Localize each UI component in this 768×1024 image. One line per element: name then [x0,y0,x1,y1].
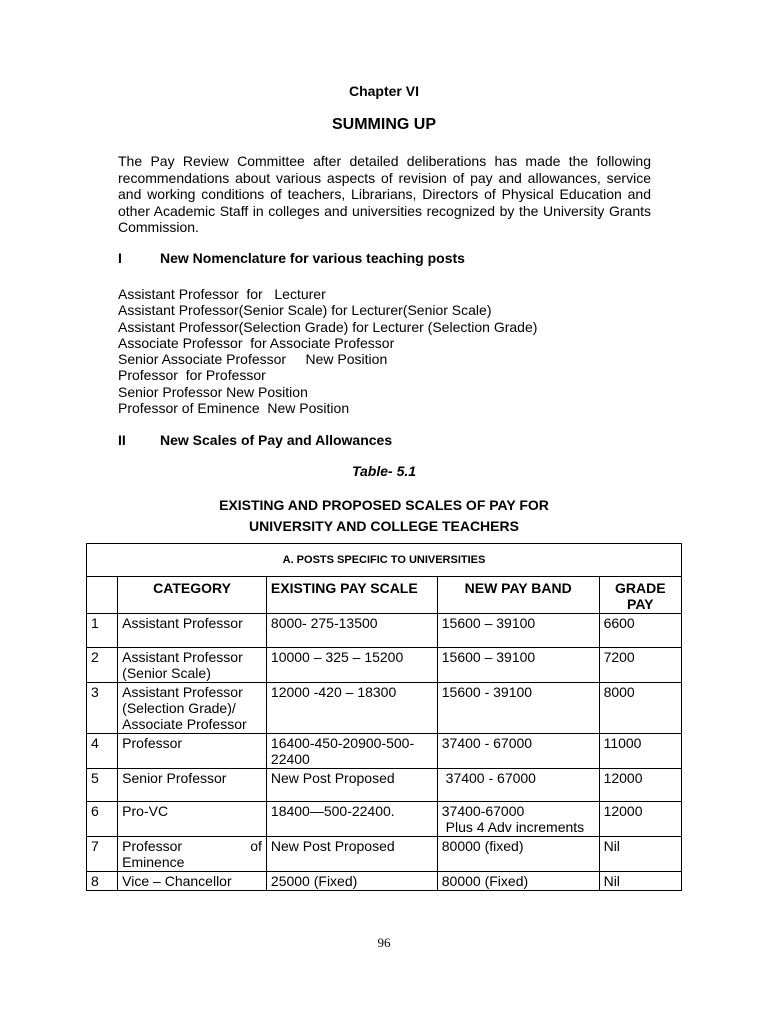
pay-scale-table [86,543,682,891]
section-title: New Scales of Pay and Allowances [160,432,393,448]
page-title: SUMMING UP [332,116,436,133]
table-row [87,614,682,648]
table-title-line: EXISTING AND PROPOSED SCALES OF PAY FOR [219,497,549,513]
list-item: Associate Professor for Associate Professor [118,334,395,351]
list-item: Professor of Eminence New Position [118,400,350,417]
category-cell: Professor [118,734,267,769]
row-number: 1 [87,614,118,648]
table-title-line: UNIVERSITY AND COLLEGE TEACHERS [249,518,519,534]
row-number: 3 [87,683,118,734]
grade-pay-cell: 8000 [599,683,681,734]
nomenclature-list [118,286,537,416]
existing-pay-cell: New Post Proposed [266,837,437,872]
category-word: Eminence [122,854,185,870]
table-row [87,872,682,891]
category-cell [118,837,267,872]
category-cell: Assistant Professor (Selection Grade)/ Associate Professor [118,683,267,734]
section-title: New Nomenclature for various teaching posts [160,250,465,266]
existing-pay-cell: New Post Proposed [266,769,437,802]
category-cell: Senior Professor [118,769,267,802]
list-item: Professor for Professor [118,367,266,384]
table-row [87,769,682,802]
grade-pay-cell: 12000 [599,802,681,837]
grade-pay-cell: Nil [599,837,681,872]
grade-pay-cell: 6600 [599,614,681,648]
category-line-justified [122,838,262,854]
grade-pay-cell: 12000 [599,769,681,802]
intro-paragraph: The Pay Review Committee after detailed deliberations has made the following recommendations about various aspects of revision of pay and allowances, service and working conditions of teachers, Librarians, Directors of Physical Education and other Academic Staff in colleges and universities recognized by the University Grants Commission. [118,153,651,235]
chapter-label: Chapter VI [348,83,419,99]
grade-pay-cell: 7200 [599,648,681,683]
existing-pay-cell: 18400—500-22400. [266,802,437,837]
list-item: Senior Professor New Position [118,383,308,400]
new-pay-band-cell: 15600 – 39100 [437,648,599,683]
section-number: I [118,250,122,266]
row-number: 4 [87,734,118,769]
new-pay-band-cell: 80000 (Fixed) [437,872,599,891]
table-label: Table- 5.1 [351,463,417,479]
new-pay-band-cell: 80000 (fixed) [437,837,599,872]
section-number: II [118,432,126,448]
grade-pay-cell: Nil [599,872,681,891]
row-number: 2 [87,648,118,683]
category-word: Professor [122,838,183,854]
table-row [87,648,682,683]
list-item: Senior Associate Professor New Position [118,351,388,368]
column-header-number [87,577,118,614]
new-pay-band-cell: 15600 – 39100 [437,614,599,648]
existing-pay-cell: 8000- 275-13500 [266,614,437,648]
new-pay-band-cell: 37400 - 67000 [437,734,599,769]
grade-pay-cell: 11000 [599,734,681,769]
list-item: Assistant Professor(Selection Grade) for Lecturer (Selection Grade) [118,318,538,335]
list-item: Assistant Professor for Lecturer [118,286,326,302]
category-cell: Vice – Chancellor [118,872,267,891]
list-item: Assistant Professor(Senior Scale) for Lecturer(Senior Scale) [118,302,492,319]
existing-pay-cell: 25000 (Fixed) [266,872,437,891]
column-header-existing-pay-scale: EXISTING PAY SCALE [266,577,437,614]
new-pay-band-cell: 37400-67000 Plus 4 Adv increments [437,802,599,837]
table-group-header-row [87,544,682,577]
category-word: of [250,838,262,854]
table-row [87,683,682,734]
category-cell: Assistant Professor (Senior Scale) [118,648,267,683]
row-number: 5 [87,769,118,802]
new-pay-band-cell: 37400 - 67000 [437,769,599,802]
row-number: 6 [87,802,118,837]
table-header-row [87,577,682,614]
table-group-header: A. POSTS SPECIFIC TO UNIVERSITIES [87,544,682,577]
column-header-new-pay-band: NEW PAY BAND [437,577,599,614]
table-row [87,802,682,837]
row-number: 7 [87,837,118,872]
section-heading-2 [118,432,392,448]
category-cell: Assistant Professor [118,614,267,648]
existing-pay-cell: 16400-450-20900-500- 22400 [266,734,437,769]
row-number: 8 [87,872,118,891]
category-cell: Pro-VC [118,802,267,837]
existing-pay-cell: 10000 – 325 – 15200 [266,648,437,683]
column-header-category: CATEGORY [118,577,267,614]
new-pay-band-cell: 15600 - 39100 [437,683,599,734]
existing-pay-cell: 12000 -420 – 18300 [266,683,437,734]
section-heading-1 [118,250,465,266]
column-header-grade-pay: GRADE PAY [599,577,681,614]
table-title [0,495,768,537]
table-row [87,734,682,769]
page-number: 96 [377,935,391,950]
table-row [87,837,682,872]
